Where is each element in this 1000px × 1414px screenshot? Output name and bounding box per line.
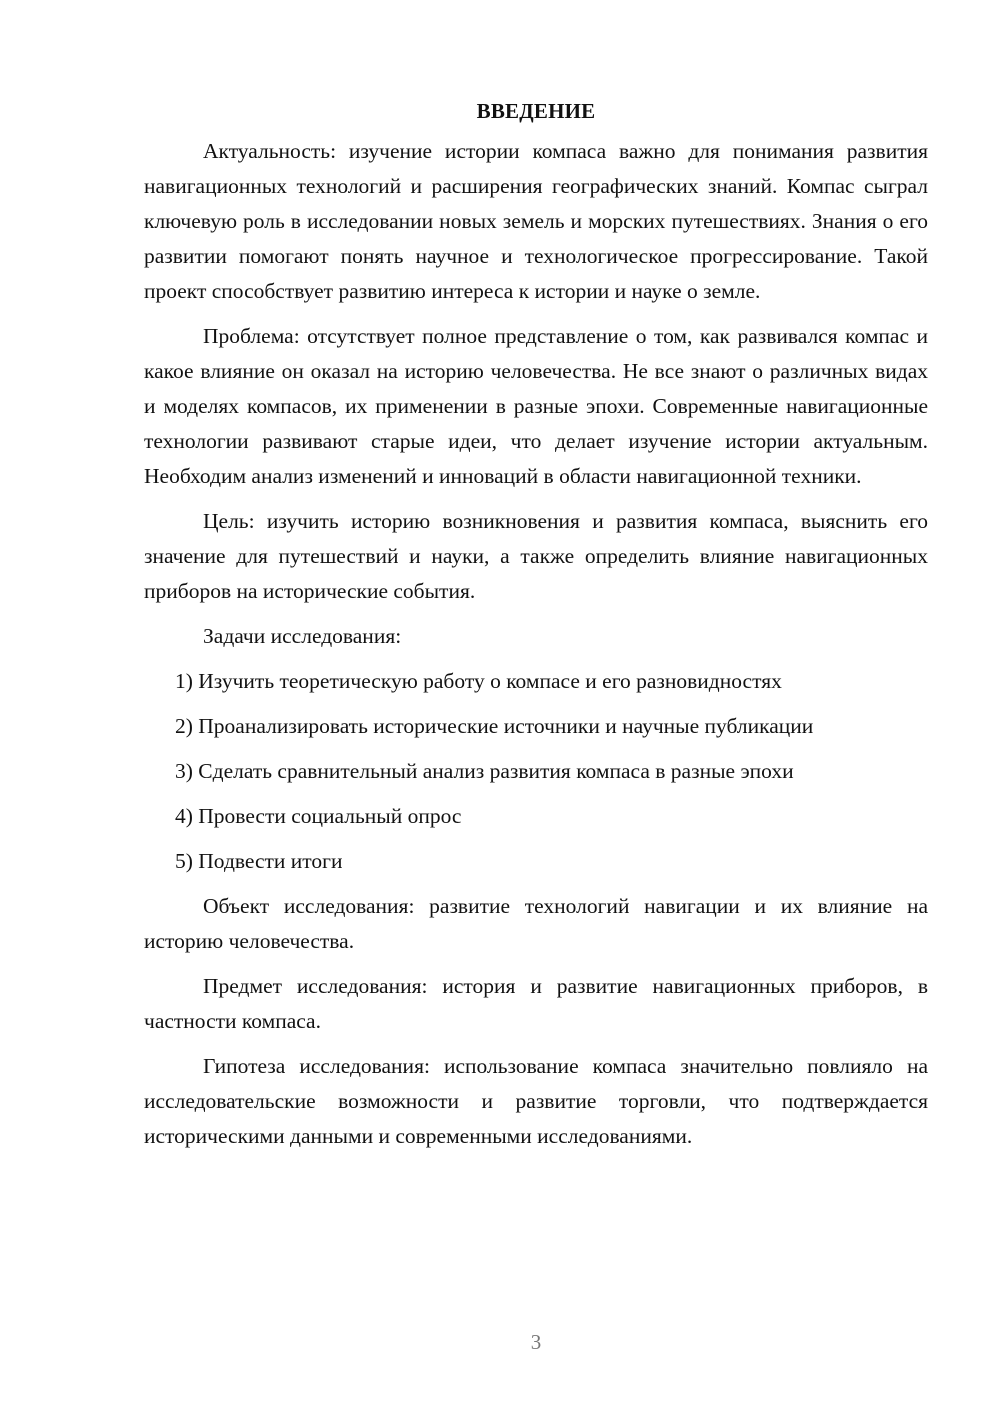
paragraph-relevance: Актуальность: изучение истории компаса важно для понимания развития навигационных технологий и расширения географических знаний. Компас сыграл ключевую роль в исследовании новых земель и морских путешествиях. Знания о его развитии помогают понять научное и технологическое прогрессирование. Такой проект способствует развитию интереса к истории и науке о земле. bbox=[144, 139, 928, 303]
tasks-title: Задачи исследования: bbox=[203, 624, 402, 648]
page-number: 3 bbox=[530, 1330, 542, 1354]
task-item: 5) Подвести итоги bbox=[175, 849, 343, 873]
paragraph-subject: Предмет исследования: история и развитие навигационных приборов, в частности компаса. bbox=[144, 974, 928, 1033]
paragraph-hypothesis: Гипотеза исследования: использование компаса значительно повлияло на исследовательские возможности и развитие торговли, что подтверждается историческими данными и современными исследованиями. bbox=[144, 1054, 928, 1148]
paragraph-goal: Цель: изучить историю возникновения и развития компаса, выяснить его значение для путешествий и науки, а также определить влияние навигационных приборов на исторические события. bbox=[144, 509, 928, 603]
page-content bbox=[144, 94, 928, 1164]
paragraph-problem: Проблема: отсутствует полное представление о том, как развивался компас и какое влияние он оказал на историю человечества. Не все знают о различных видах и моделях компасов, их применении в разные эпохи. Современные навигационные технологии развивают старые идеи, что делает изучение истории актуальным. Необходим анализ изменений и инноваций в области навигационной техники. bbox=[144, 324, 928, 488]
task-item: 1) Изучить теоретическую работу о компасе и его разновидностях bbox=[175, 669, 782, 693]
task-item: 3) Сделать сравнительный анализ развития компаса в разные эпохи bbox=[175, 759, 794, 783]
task-item: 2) Проанализировать исторические источники и научные публикации bbox=[175, 714, 814, 738]
task-item: 4) Провести социальный опрос bbox=[175, 804, 462, 828]
paragraph-object: Объект исследования: развитие технологий навигации и их влияние на историю человечества. bbox=[144, 894, 928, 953]
task-list bbox=[144, 664, 928, 879]
page-heading: ВВЕДЕНИЕ bbox=[476, 99, 596, 123]
